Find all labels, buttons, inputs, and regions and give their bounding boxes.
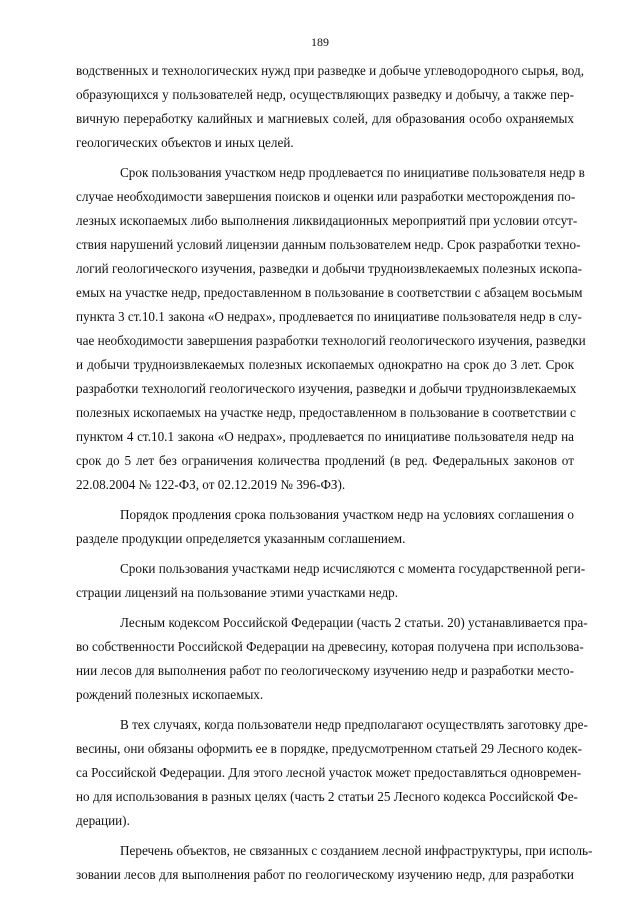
text-line: случае необходимости завершения поисков и оценки или разработки месторождения по- bbox=[76, 189, 576, 204]
paragraph bbox=[76, 839, 593, 887]
text-line: во собственности Российской Федерации на древесину, которая получена при использова- bbox=[76, 639, 584, 654]
text-line: Сроки пользования участками недр исчисляются с момента государственной реги- bbox=[120, 561, 586, 576]
paragraph bbox=[76, 611, 588, 707]
paragraph bbox=[76, 59, 585, 155]
text-line: рождений полезных ископаемых. bbox=[76, 687, 264, 702]
text-line: разработки технологий геологического изучения, разведки и добычи трудноизвлекаемых bbox=[76, 381, 577, 396]
paragraph bbox=[76, 713, 588, 833]
page-body bbox=[76, 59, 593, 893]
text-line: страции лицензий на пользование этими участками недр. bbox=[76, 585, 399, 600]
text-line: В тех случаях, когда пользователи недр предполагают осуществлять заготовку дре- bbox=[120, 717, 588, 732]
text-line: лезных ископаемых либо выполнения ликвидационных мероприятий при условии отсут- bbox=[76, 213, 578, 228]
text-line: полезных ископаемых на участке недр, предоставленном в пользование в соответствии с bbox=[76, 405, 576, 420]
text-line: геологических объектов и иных целей. bbox=[76, 135, 294, 150]
text-line: ствия нарушений условий лицензии данным пользователем недр. Срок разработки техно- bbox=[76, 237, 581, 252]
text-line: нии лесов для выполнения работ по геологическому изучению недр и разработки место- bbox=[76, 663, 574, 678]
text-line: водственных и технологических нужд при разведке и добыче углеводородного сырья, вод, bbox=[76, 63, 585, 78]
paragraph bbox=[76, 557, 586, 605]
text-line: Срок пользования участком недр продлевается по инициативе пользователя недр в bbox=[120, 165, 585, 180]
text-line: зовании лесов для выполнения работ по геологическому изучению недр, для разработки bbox=[76, 867, 574, 882]
text-line: и добычи трудноизвлекаемых полезных ископаемых однократно на срок до 3 лет. Срок bbox=[76, 357, 574, 372]
text-line: разделе продукции определяется указанным соглашением. bbox=[76, 531, 406, 546]
text-line: Порядок продления срока пользования участком недр на условиях соглашения о bbox=[120, 507, 574, 522]
text-line: но для использования в разных целях (часть 2 статьи 25 Лесного кодекса Российской Фе- bbox=[76, 789, 578, 804]
page-number: 189 bbox=[311, 35, 329, 49]
text-line: вичную переработку калийных и магниевых солей, для образования особо охраняемых bbox=[76, 111, 574, 126]
text-line: пункта 3 ст.10.1 закона «О недрах», продлевается по инициативе пользователя недр в слу- bbox=[76, 309, 582, 324]
text-line: емых на участке недр, предоставленном в пользование в соответствии с абзацем восьмым bbox=[76, 285, 583, 300]
text-line: срок до 5 лет без ограничения количества продлений (в ред. Федеральных законов от bbox=[76, 453, 574, 468]
paragraph bbox=[76, 503, 574, 551]
text-line: образующихся у пользователей недр, осуществляющих разведку и добычу, а также пер- bbox=[76, 87, 574, 102]
text-line: логий геологического изучения, разведки и добычи трудноизвлекаемых полезных ископа- bbox=[76, 261, 582, 276]
paragraph bbox=[76, 161, 586, 497]
text-line: 22.08.2004 № 122-ФЗ, от 02.12.2019 № 396-ФЗ). bbox=[76, 477, 346, 492]
text-line: дерации). bbox=[76, 813, 130, 828]
text-line: Перечень объектов, не связанных с созданием лесной инфраструктуры, при исполь- bbox=[120, 843, 593, 858]
text-line: чае необходимости завершения разработки технологий геологического изучения, разведки bbox=[76, 333, 586, 348]
text-line: са Российской Федерации. Для этого лесной участок может предоставляться одновремен- bbox=[76, 765, 582, 780]
text-line: пунктом 4 ст.10.1 закона «О недрах», продлевается по инициативе пользователя недр на bbox=[76, 429, 574, 444]
text-line: Лесным кодексом Российской Федерации (часть 2 статьи. 20) устанавливается пра- bbox=[120, 615, 588, 630]
text-line: весины, они обязаны оформить ее в порядке, предусмотренном статьей 29 Лесного кодек- bbox=[76, 741, 583, 756]
